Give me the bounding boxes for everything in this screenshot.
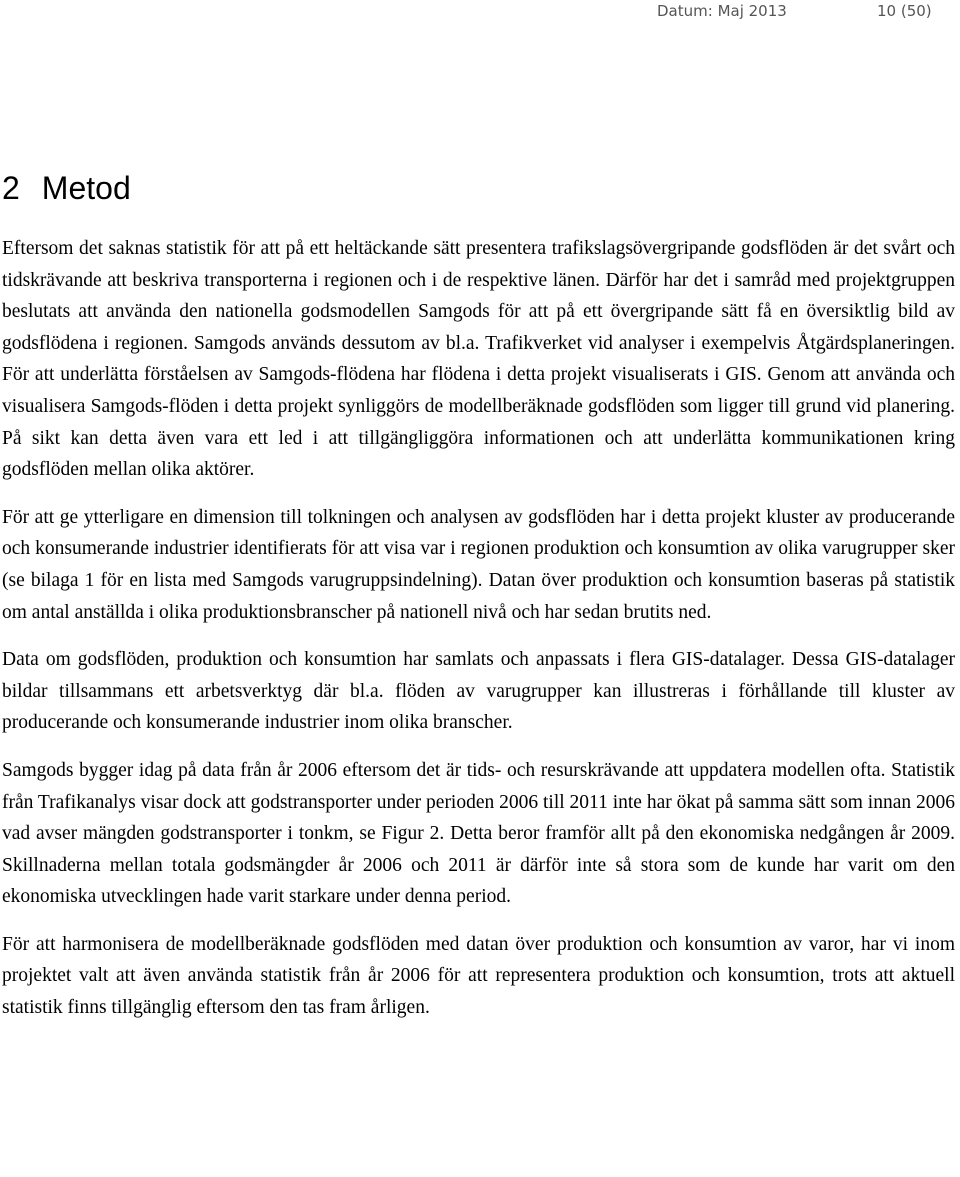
paragraph: Eftersom det saknas statistik för att på ett heltäckande sätt presentera trafikslagsövergripande godsflöden är det svårt och tidskrävande att beskriva transporterna i regionen och i de respektive länen. Därför har det i samråd med projektgruppen beslutats att använda den nationella godsmodellen Samgods för att på ett övergripande sätt få en översiktlig bild av godsflödena i regionen. Samgods används dessutom av bl.a. Trafikverket vid analyser i exempelvis Åtgärdsplaneringen. För att underlätta förståelsen av Samgods-flödena har flödena i detta projekt visualiserats i GIS. Genom att använda och visualisera Samgods-flöden i detta projekt synliggörs de modellberäknade godsflöden som ligger till grund vid planering. På sikt kan detta även vara ett led i att tillgängliggöra informationen och att underlätta kommunikationen kring godsflöden mellan olika aktörer. (2, 238, 955, 481)
section-heading (2, 168, 131, 208)
section-number: 2 (2, 170, 20, 206)
section-title: Metod (41, 170, 131, 206)
paragraph: För att harmonisera de modellberäknade godsflöden med datan över produktion och konsumtion av varor, har vi inom projektet valt att även använda statistik från år 2006 för att representera produktion och konsumtion, trots att aktuell statistik finns tillgänglig eftersom den tas fram årligen. (2, 933, 955, 1019)
paragraph: Samgods bygger idag på data från år 2006 eftersom det är tids- och resurskrävande att uppdatera modellen ofta. Statistik från Trafikanalys visar dock att godstransporter under perioden 2006 till 2011 inte har ökat på samma sätt som innan 2006 vad avser mängden godstransporter i tonkm, se Figur 2. Detta beror framför allt på den ekonomiska nedgången år 2009. Skillnaderna mellan totala godsmängder år 2006 och 2011 är därför inte så stora som de kunde har varit om den ekonomiska utvecklingen hade varit starkare under denna period. (2, 759, 955, 908)
paragraph: Data om godsflöden, produktion och konsumtion har samlats och anpassats i flera GIS-datalager. Dessa GIS-datalager bildar tillsammans ett arbetsverktyg där bl.a. flöden av varugrupper kan illustreras i förhållande till kluster av producerande och konsumerande industrier inom olika branscher. (2, 649, 955, 734)
paragraph: För att ge ytterligare en dimension till tolkningen och analysen av godsflöden har i detta projekt kluster av producerande och konsumerande industrier identifierats för att visa var i regionen produktion och konsumtion av olika varugrupper sker (se bilaga 1 för en lista med Samgods varugruppsindelning). Datan över produktion och konsumtion baseras på statistik om antal anställda i olika produktionsbranscher på nationell nivå och har sedan brutits ned. (2, 506, 955, 623)
page-header (0, 0, 960, 26)
header-page-number: 10 (50) (877, 2, 932, 20)
header-date: Datum: Maj 2013 (657, 2, 787, 20)
body-text (2, 233, 955, 1040)
